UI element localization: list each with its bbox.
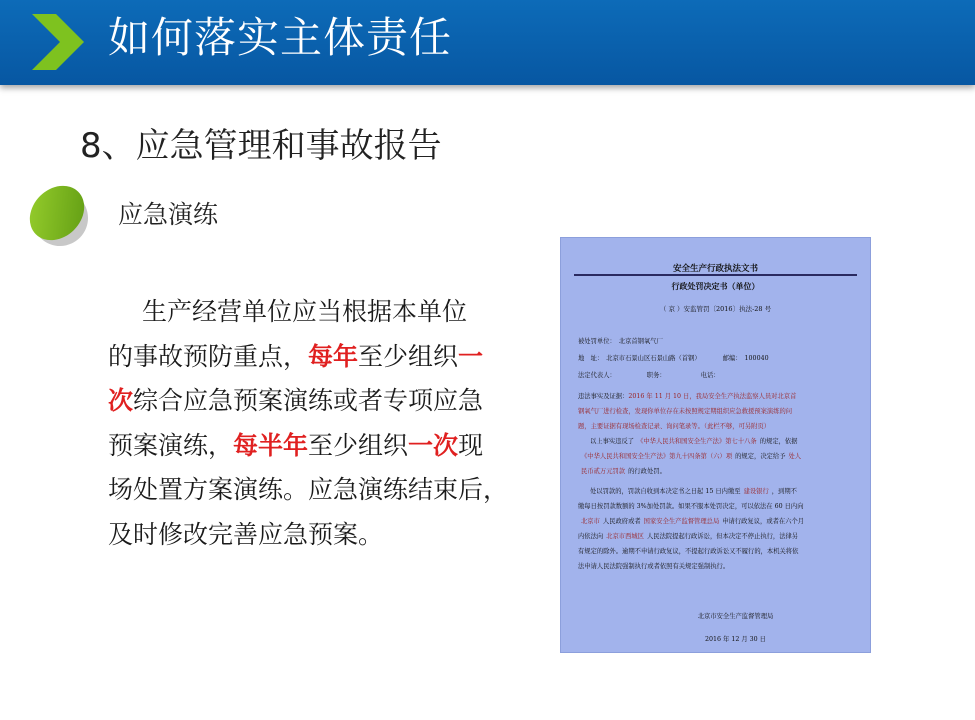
- doc-text: 的行政处罚。: [628, 468, 666, 475]
- body-text: 至少组织: [308, 430, 409, 460]
- doc-line: [578, 370, 855, 379]
- highlight-text: 每半年: [233, 430, 309, 460]
- doc-value: 100040: [742, 355, 772, 362]
- body-paragraph: [108, 290, 508, 557]
- doc-line: 法申请人民法院强制执行或者依照有关规定强制执行。: [578, 563, 730, 570]
- doc-line: 有规定的除外。逾期不申请行政复议，不提起行政诉讼又不履行的，本机关将依: [578, 548, 799, 555]
- doc-text: 处以罚款的，罚款自收到本决定书之日起 15 日内缴至: [590, 488, 741, 495]
- doc-line: [578, 336, 855, 345]
- doc-line: 缴每日按罚款数额的 3%加处罚款。如果不服本处罚决定，可以依法在 60 日内向: [578, 503, 804, 510]
- doc-label: 职务：: [646, 372, 666, 379]
- body-text: 生产经营单位应当根据本单位: [142, 297, 468, 326]
- doc-value: 2016 年 11 月 10 日，我局安全生产执法监察人员对北京首: [628, 393, 797, 400]
- doc-divider: [574, 274, 857, 276]
- green-oval-icon: [26, 182, 90, 248]
- doc-line: [578, 451, 855, 460]
- doc-text: 的规定，决定给予: [735, 453, 786, 460]
- doc-line: [578, 531, 855, 540]
- subtitle: 应急演练: [118, 200, 219, 229]
- body-text: 场处置方案演练。应急演练结束后，: [108, 475, 509, 504]
- doc-title: 安全生产行政执法文书: [672, 264, 758, 274]
- doc-value: 处人: [786, 453, 805, 460]
- doc-label: 地 址：: [578, 355, 604, 362]
- penalty-document-image: [560, 237, 871, 653]
- doc-value: 题，主要证据有现场检查记录、询问笔录等。（此栏不够，可另附页）: [578, 423, 771, 430]
- doc-sign-org: 北京市安全生产监督管理局: [697, 613, 774, 620]
- body-text: 的事故预防重点，: [108, 341, 309, 371]
- body-text: 至少组织: [358, 341, 459, 371]
- doc-value: 北京首钢氧气厂: [616, 338, 773, 345]
- doc-label: 违法事实及证据：: [578, 393, 629, 400]
- doc-label: 法定代表人：: [578, 372, 616, 379]
- doc-text: 申请行政复议，或者在六个月: [722, 518, 805, 525]
- doc-line: [578, 353, 855, 362]
- doc-label: 电话：: [700, 372, 720, 379]
- doc-value: 民币贰万元罚款: [578, 468, 628, 475]
- body-text: 预案演练，: [108, 430, 234, 460]
- doc-text: 的规定，依据: [759, 438, 798, 445]
- doc-text: 人民政府或者: [602, 518, 641, 525]
- doc-text: 人民法院提起行政诉讼，但本决定不停止执行，法律另: [646, 533, 799, 540]
- doc-line: [578, 421, 855, 430]
- doc-sign-date: 2016 年 12 月 30 日: [705, 636, 766, 643]
- doc-subtitle: 行政处罚决定书（单位）: [671, 281, 760, 291]
- doc-value: 北京市西城区: [603, 533, 647, 540]
- body-text: 现: [458, 430, 484, 460]
- doc-text: 内依法向: [578, 533, 604, 540]
- doc-text: 以上事实违反了: [590, 438, 635, 445]
- doc-line: [578, 486, 855, 495]
- doc-value: 建设银行: [741, 488, 772, 495]
- doc-value: 国家安全生产监督管理总局: [641, 518, 723, 525]
- doc-line: [578, 516, 855, 525]
- doc-line: [578, 391, 855, 400]
- doc-line: 钢氧气厂进行检查，发现你单位存在未按照规定期组织应急救援预案演练的问: [578, 408, 793, 415]
- doc-value: 北京市: [578, 518, 603, 525]
- doc-value: 《中华人民共和国安全生产法》第七十八条: [634, 438, 760, 445]
- doc-line: [578, 466, 855, 475]
- doc-number: （ 京 ）安监管罚〔2016〕执法-28 号: [659, 305, 772, 313]
- section-title: 8、应急管理和事故报告: [80, 126, 442, 166]
- header-bar: [0, 0, 975, 85]
- chevron-right-icon: [30, 14, 84, 70]
- doc-label: 被处罚单位：: [578, 338, 616, 345]
- doc-value: 《中华人民共和国安全生产法》第九十四条第（六）项: [578, 453, 735, 460]
- highlight-text: 每年: [308, 341, 359, 371]
- page-title: 如何落实主体责任: [108, 13, 453, 62]
- doc-line: [578, 436, 855, 445]
- body-text: 综合应急预案演练或者专项应急: [133, 386, 484, 415]
- highlight-text: 一次: [408, 430, 459, 460]
- highlight-text: 次: [108, 386, 134, 415]
- doc-text: ，到期不: [771, 488, 797, 495]
- doc-label: 邮编：: [722, 355, 742, 362]
- highlight-text: 一: [458, 341, 484, 371]
- doc-value: 北京市石景山区石景山路（首钢）: [603, 355, 720, 362]
- body-text: 及时修改完善应急预案。: [108, 519, 384, 549]
